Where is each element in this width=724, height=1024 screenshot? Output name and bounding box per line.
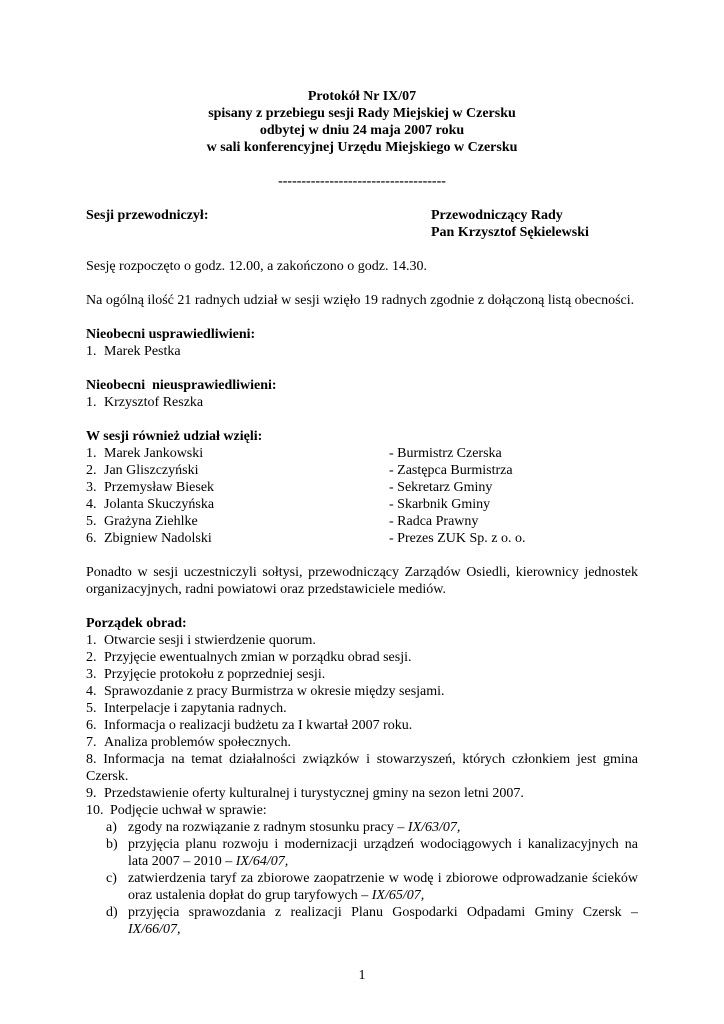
chair-role: Przewodniczący Rady	[431, 208, 563, 223]
title-separator: ------------------------------------	[278, 174, 446, 189]
guests-heading: W sesji również udział wzięli:	[86, 429, 263, 444]
document-title: Protokół Nr IX/07	[307, 89, 417, 104]
guest-item: 3. Przemysław Biesek - Sekretarz Gminy	[86, 480, 493, 495]
guest-item: 4. Jolanta Skuczyńska - Skarbnik Gminy	[86, 497, 491, 512]
unexcused-heading: Nieobecni nieusprawiedliwieni:	[86, 378, 277, 393]
guest-item: 2. Jan Gliszczyński - Zastępca Burmistrza	[86, 463, 513, 478]
list-item: 1. Krzysztof Reszka	[86, 395, 204, 410]
excused-heading: Nieobecni usprawiedliwieni:	[86, 327, 256, 342]
agenda-item: 6. Informacja o realizacji budżetu za I kwartał 2007 roku.	[86, 718, 413, 733]
agenda-item: 8. Informacja na temat działalności związków i stowarzyszeń, których członkiem jest gmina Czersk.	[86, 752, 638, 784]
session-time: Sesję rozpoczęto o godz. 12.00, a zakończono o godz. 14.30.	[86, 259, 427, 274]
agenda-heading: Porządek obrad:	[86, 616, 187, 631]
attendance-paragraph: Na ogólną ilość 21 radnych udział w sesji wzięło 19 radnych zgodnie z dołączoną listą obecności.	[86, 293, 635, 308]
agenda-item: 1. Otwarcie sesji i stwierdzenie quorum.	[86, 633, 316, 648]
guest-item: 6. Zbigniew Nadolski - Prezes ZUK Sp. z o. o.	[86, 531, 526, 546]
agenda-item: 9. Przedstawienie oferty kulturalnej i turystycznej gminy na sezon letni 2007.	[86, 786, 524, 801]
document-page	[86, 88, 638, 938]
agenda-item: 10. Podjęcie uchwał w sprawie:	[86, 803, 267, 818]
document-subtitle-3: w sali konferencyjnej Urzędu Miejskiego w Czersku	[206, 140, 518, 155]
guest-item: 1. Marek Jankowski - Burmistrz Czerska	[86, 446, 502, 461]
agenda-item: 2. Przyjęcie ewentualnych zmian w porządku obrad sesji.	[86, 650, 412, 665]
resolution-item: c) zatwierdzenia taryf za zbiorowe zaopatrzenie w wodę i zbiorowe odprowadzanie ścieków oraz ustalenia dopłat do grup taryfowych – IX/65/07,	[106, 871, 638, 903]
agenda-item: 4. Sprawozdanie z pracy Burmistrza w okresie między sesjami.	[86, 684, 445, 699]
resolution-item: d) przyjęcia sprawozdania z realizacji Planu Gospodarki Odpadami Gminy Czersk – IX/66/07,	[106, 905, 638, 937]
chair-label: Sesji przewodniczył:	[86, 208, 209, 223]
page-number: 1	[358, 968, 366, 983]
guest-item: 5. Grażyna Ziehlke - Radca Prawny	[86, 514, 479, 529]
document-subtitle-1: spisany z przebiegu sesji Rady Miejskiej w Czersku	[208, 106, 516, 121]
chair-row	[86, 207, 638, 224]
others-paragraph: Ponadto w sesji uczestniczyli sołtysi, przewodniczący Zarządów Osiedli, kierownicy jednostek organizacyjnych, radni powiatowi oraz przedstawiciele mediów.	[86, 565, 638, 597]
document-subtitle-2: odbytej w dniu 24 maja 2007 roku	[259, 123, 465, 138]
list-item: 1. Marek Pestka	[86, 344, 181, 359]
chair-name: Pan Krzysztof Sękielewski	[431, 225, 589, 240]
resolution-item: b) przyjęcia planu rozwoju i modernizacji urządzeń wodociągowych i kanalizacyjnych na lata 2007 – 2010 – IX/64/07,	[106, 837, 638, 869]
agenda-item: 7. Analiza problemów społecznych.	[86, 735, 291, 750]
agenda-item: 5. Interpelacje i zapytania radnych.	[86, 701, 287, 716]
resolution-item: a) zgody na rozwiązanie z radnym stosunku pracy – IX/63/07,	[106, 820, 461, 835]
agenda-item: 3. Przyjęcie protokołu z poprzedniej sesji.	[86, 667, 326, 682]
